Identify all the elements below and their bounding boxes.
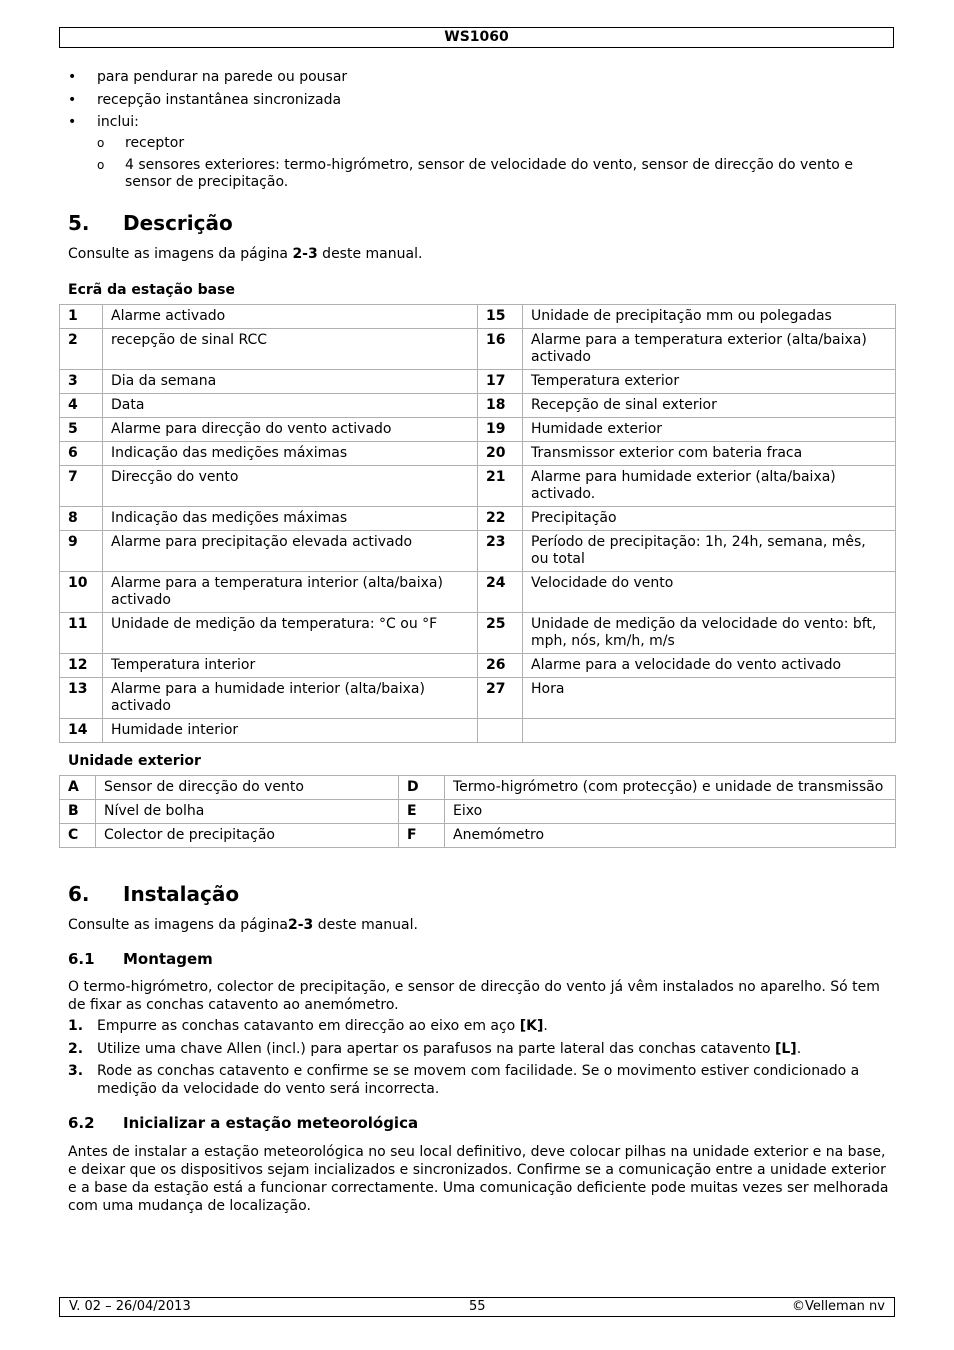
item-number: 18	[478, 394, 523, 418]
document-header	[59, 27, 894, 48]
table-row	[60, 466, 896, 507]
item-number: 26	[478, 654, 523, 678]
item-number: 15	[478, 305, 523, 329]
item-number: 11	[60, 613, 103, 654]
page-number: 55	[469, 1299, 486, 1314]
item-number: 19	[478, 418, 523, 442]
item-number: 4	[60, 394, 103, 418]
item-description: Precipitação	[523, 507, 896, 531]
table-row	[60, 678, 896, 719]
table-row	[60, 305, 896, 329]
list-item: o 4 sensores exteriores: termo-higrómetro, sensor de velocidade do vento, sensor de direcção do vento e sensor de precipitação.	[97, 156, 853, 190]
list-item: o receptor	[97, 135, 185, 151]
item-number: 16	[478, 329, 523, 370]
table-row	[60, 442, 896, 466]
item-description: Alarme para humidade exterior (alta/baixa) activado.	[523, 466, 896, 507]
item-number: 23	[478, 531, 523, 572]
model-title: WS1060	[444, 29, 509, 45]
table-row	[60, 719, 896, 743]
item-number: 12	[60, 654, 103, 678]
section-5-intro: Consulte as imagens da página 2-3 deste manual.	[68, 246, 423, 262]
subsection-6-1-text: O termo-higrómetro, colector de precipitação, e sensor de direcção do vento já vêm instalados no aparelho. Só tem de fixar as conchas catavento ao anemómetro.	[68, 979, 880, 1013]
table-row	[60, 824, 896, 848]
item-description: Alarme para a velocidade do vento activado	[523, 654, 896, 678]
item-number: 5	[60, 418, 103, 442]
item-number: 3	[60, 370, 103, 394]
item-description: Nível de bolha	[96, 800, 399, 824]
item-description: Transmissor exterior com bateria fraca	[523, 442, 896, 466]
item-number: 6	[60, 442, 103, 466]
section-6-heading: 6. Instalação	[68, 882, 240, 906]
base-station-label: Ecrã da estação base	[68, 282, 235, 298]
item-description: Termo-higrómetro (com protecção) e unidade de transmissão	[445, 776, 896, 800]
circle-bullet-icon: o	[97, 157, 105, 172]
item-description: Unidade de medição da temperatura: °C ou °F	[103, 613, 478, 654]
base-station-table	[59, 304, 896, 743]
list-item: • inclui: o receptor o 4 sensores exteriores: termo-higrómetro, sensor de velocidade do vento, sensor de direcção do vento e sensor de precipitação.	[68, 113, 894, 191]
item-description: Temperatura interior	[103, 654, 478, 678]
bullet-icon: •	[68, 114, 77, 130]
item-description: Alarme para a temperatura exterior (alta/baixa) activado	[523, 329, 896, 370]
list-item: 2. Utilize uma chave Allen (incl.) para apertar os parafusos na parte lateral das conchas catavento [L].	[68, 1040, 802, 1057]
item-description: Indicação das medições máximas	[103, 507, 478, 531]
bullet-icon: •	[68, 69, 77, 85]
list-item: • recepção instantânea sincronizada	[68, 91, 342, 108]
item-description: Eixo	[445, 800, 896, 824]
item-number: B	[60, 800, 96, 824]
item-number: F	[399, 824, 445, 848]
item-number: C	[60, 824, 96, 848]
section-6-intro: Consulte as imagens da página2-3 deste manual.	[68, 917, 418, 933]
item-description: Hora	[523, 678, 896, 719]
table-row	[60, 531, 896, 572]
table-row	[60, 572, 896, 613]
item-number: D	[399, 776, 445, 800]
item-number: 20	[478, 442, 523, 466]
item-description: Recepção de sinal exterior	[523, 394, 896, 418]
list-item: 1. Empurre as conchas catavanto em direcção ao eixo em aço [K].	[68, 1018, 548, 1034]
item-number: 7	[60, 466, 103, 507]
outdoor-unit-table	[59, 775, 896, 848]
table-row	[60, 776, 896, 800]
table-row	[60, 370, 896, 394]
item-description: Alarme para precipitação elevada activado	[103, 531, 478, 572]
included-items-list	[97, 135, 894, 191]
item-description: recepção de sinal RCC	[103, 329, 478, 370]
item-number: 21	[478, 466, 523, 507]
item-description: Data	[103, 394, 478, 418]
list-item: • para pendurar na parede ou pousar	[68, 69, 348, 85]
item-description: Velocidade do vento	[523, 572, 896, 613]
circle-bullet-icon: o	[97, 136, 105, 150]
copyright: ©Velleman nv	[791, 1299, 885, 1314]
item-description: Temperatura exterior	[523, 370, 896, 394]
item-number: 2	[60, 329, 103, 370]
item-number: 27	[478, 678, 523, 719]
item-description: Alarme activado	[103, 305, 478, 329]
item-number: 24	[478, 572, 523, 613]
version-date: V. 02 – 26/04/2013	[69, 1299, 191, 1314]
item-description: Alarme para direcção do vento activado	[103, 418, 478, 442]
item-description: Dia da semana	[103, 370, 478, 394]
table-row	[60, 654, 896, 678]
table-row	[60, 418, 896, 442]
item-description: Unidade de precipitação mm ou polegadas	[523, 305, 896, 329]
item-number: E	[399, 800, 445, 824]
item-number: 9	[60, 531, 103, 572]
list-item: 3. Rode as conchas catavento e confirme se se movem com facilidade. Se o movimento estiver condicionado a medição da velocidade do vento será incorrecta.	[68, 1063, 860, 1097]
bullet-icon: •	[68, 91, 77, 108]
feature-list	[68, 68, 894, 195]
item-description: Indicação das medições máximas	[103, 442, 478, 466]
subsection-6-1-heading: 6.1 Montagem	[68, 950, 213, 968]
item-number: 14	[60, 719, 103, 743]
table-row	[60, 613, 896, 654]
item-description: Anemómetro	[445, 824, 896, 848]
page-footer	[59, 1297, 895, 1317]
subsection-6-2-heading: 6.2 Inicializar a estação meteorológica	[68, 1114, 419, 1132]
outdoor-unit-label: Unidade exterior	[68, 753, 201, 769]
item-description: Unidade de medição da velocidade do vento: bft, mph, nós, km/h, m/s	[523, 613, 896, 654]
subsection-6-2-text: Antes de instalar a estação meteorológica no seu local definitivo, deve colocar pilhas na unidade exterior e na base, e deixar que os dispositivos sejam incializados e sincronizados. Confirme se a comunicação entre a unidade exterior e a base da estação está a funcionar correctamente. Uma comunicação deficiente pode muitas vezes ser melhorada com uma mudança de localização.	[68, 1144, 889, 1214]
item-number: 1	[60, 305, 103, 329]
table-row	[60, 800, 896, 824]
item-number: 10	[60, 572, 103, 613]
item-number	[478, 719, 523, 743]
item-number: 25	[478, 613, 523, 654]
section-5-heading: 5. Descrição	[68, 211, 233, 235]
mounting-steps	[68, 1018, 894, 1103]
item-description: Sensor de direcção do vento	[96, 776, 399, 800]
table-row	[60, 507, 896, 531]
item-description: Alarme para a humidade interior (alta/baixa) activado	[103, 678, 478, 719]
item-description: Colector de precipitação	[96, 824, 399, 848]
item-number: 8	[60, 507, 103, 531]
item-number: 22	[478, 507, 523, 531]
item-description: Humidade interior	[103, 719, 478, 743]
item-number: 17	[478, 370, 523, 394]
table-row	[60, 394, 896, 418]
item-number: A	[60, 776, 96, 800]
item-description	[523, 719, 896, 743]
item-description: Humidade exterior	[523, 418, 896, 442]
item-description: Direcção do vento	[103, 466, 478, 507]
item-description: Alarme para a temperatura interior (alta/baixa) activado	[103, 572, 478, 613]
item-description: Período de precipitação: 1h, 24h, semana, mês, ou total	[523, 531, 896, 572]
item-number: 13	[60, 678, 103, 719]
table-row	[60, 329, 896, 370]
